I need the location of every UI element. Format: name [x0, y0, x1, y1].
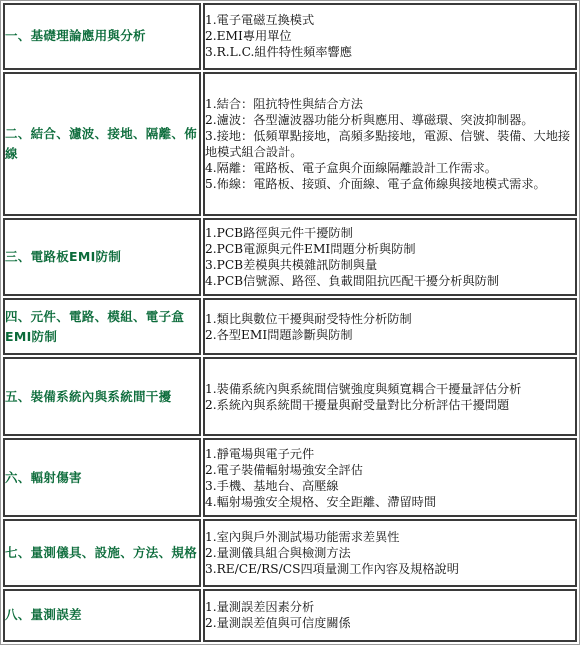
section-details: [203, 3, 577, 70]
table-row: [3, 72, 577, 216]
list-item: 4.隔離：電路板、電子盒與介面線隔離設計工作需求。: [205, 160, 497, 175]
section-title: 三、電路板EMI防制: [3, 218, 201, 297]
list-item: 4.輻射場強安全規格、安全距離、滯留時間: [205, 494, 437, 509]
list-item: 3.手機、基地台、高壓線: [205, 478, 339, 493]
list-item: 3.R.L.C.組件特性頻率響應: [205, 45, 352, 60]
list-item: 1.室內與戶外測試場功能需求差異性: [205, 529, 400, 544]
list-item: 3.PCB差模與共模雜訊防制與量: [205, 257, 378, 272]
section-details: [203, 589, 577, 642]
list-item: 1.電子電磁互換模式: [205, 13, 315, 28]
section-details: [203, 438, 577, 517]
table-row: [3, 589, 577, 642]
table-row: [3, 438, 577, 517]
section-title: 一、基礎理論應用與分析: [3, 3, 201, 70]
section-title: 四、元件、電路、模組、電子盒EMI防制: [3, 298, 201, 354]
list-item: 3.RE/CE/RS/CS四項量測工作內容及規格說明: [205, 561, 459, 576]
list-item: 2.濾波：各型濾波器功能分析與應用、導磁環、突波抑制器。: [205, 112, 534, 127]
table-row: [3, 519, 577, 587]
list-item: 2.EMI專用單位: [205, 29, 292, 44]
section-title: 八、量測誤差: [3, 589, 201, 642]
section-title: 七、量測儀具、設施、方法、規格: [3, 519, 201, 587]
list-item: 1.量測誤差因素分析: [205, 600, 315, 615]
list-item: 1.靜電場與電子元件: [205, 446, 315, 461]
section-details: [203, 519, 577, 587]
list-item: 5.佈線：電路板、接頭、介面線、電子盒佈線與接地模式需求。: [205, 176, 546, 191]
list-item: 2.PCB電源與元件EMI問題分析與防制: [205, 241, 416, 256]
list-item: 1.裝備系統內與系統間信號強度與頻寬耦合干擾量評估分析: [205, 381, 522, 396]
section-details: [203, 218, 577, 297]
list-item: 1.PCB路徑與元件干擾防制: [205, 225, 353, 240]
list-item: 2.系統內與系統間干擾量與耐受量對比分析評估干擾問題: [205, 397, 510, 412]
table-row: [3, 3, 577, 70]
list-item: 2.量測儀具組合與檢測方法: [205, 545, 351, 560]
list-item: 2.各型EMI問題診斷與防制: [205, 327, 353, 342]
section-details: [203, 357, 577, 437]
list-item: 1.結合：阻抗特性與結合方法: [205, 96, 363, 111]
section-title: 二、結合、濾波、接地、隔離、佈線: [3, 72, 201, 216]
section-details: [203, 298, 577, 354]
section-title: 六、輻射傷害: [3, 438, 201, 517]
section-details: [203, 72, 577, 216]
list-item: 1.類比與數位干擾與耐受特性分析防制: [205, 311, 412, 326]
section-title: 五、裝備系統內與系統間干擾: [3, 357, 201, 437]
list-item: 4.PCB信號源、路徑、負載間阻抗匹配干擾分析與防制: [205, 273, 500, 288]
list-item: 2.電子裝備輻射場強安全評估: [205, 462, 363, 477]
list-item: 2.量測誤差值與可信度關係: [205, 616, 351, 631]
table-row: [3, 357, 577, 437]
list-item: 3.接地：低頻單點接地，高頻多點接地，電源、信號、裝備、大地接地模式組合設計。: [205, 128, 571, 159]
table-row: [3, 218, 577, 297]
table-row: [3, 298, 577, 354]
